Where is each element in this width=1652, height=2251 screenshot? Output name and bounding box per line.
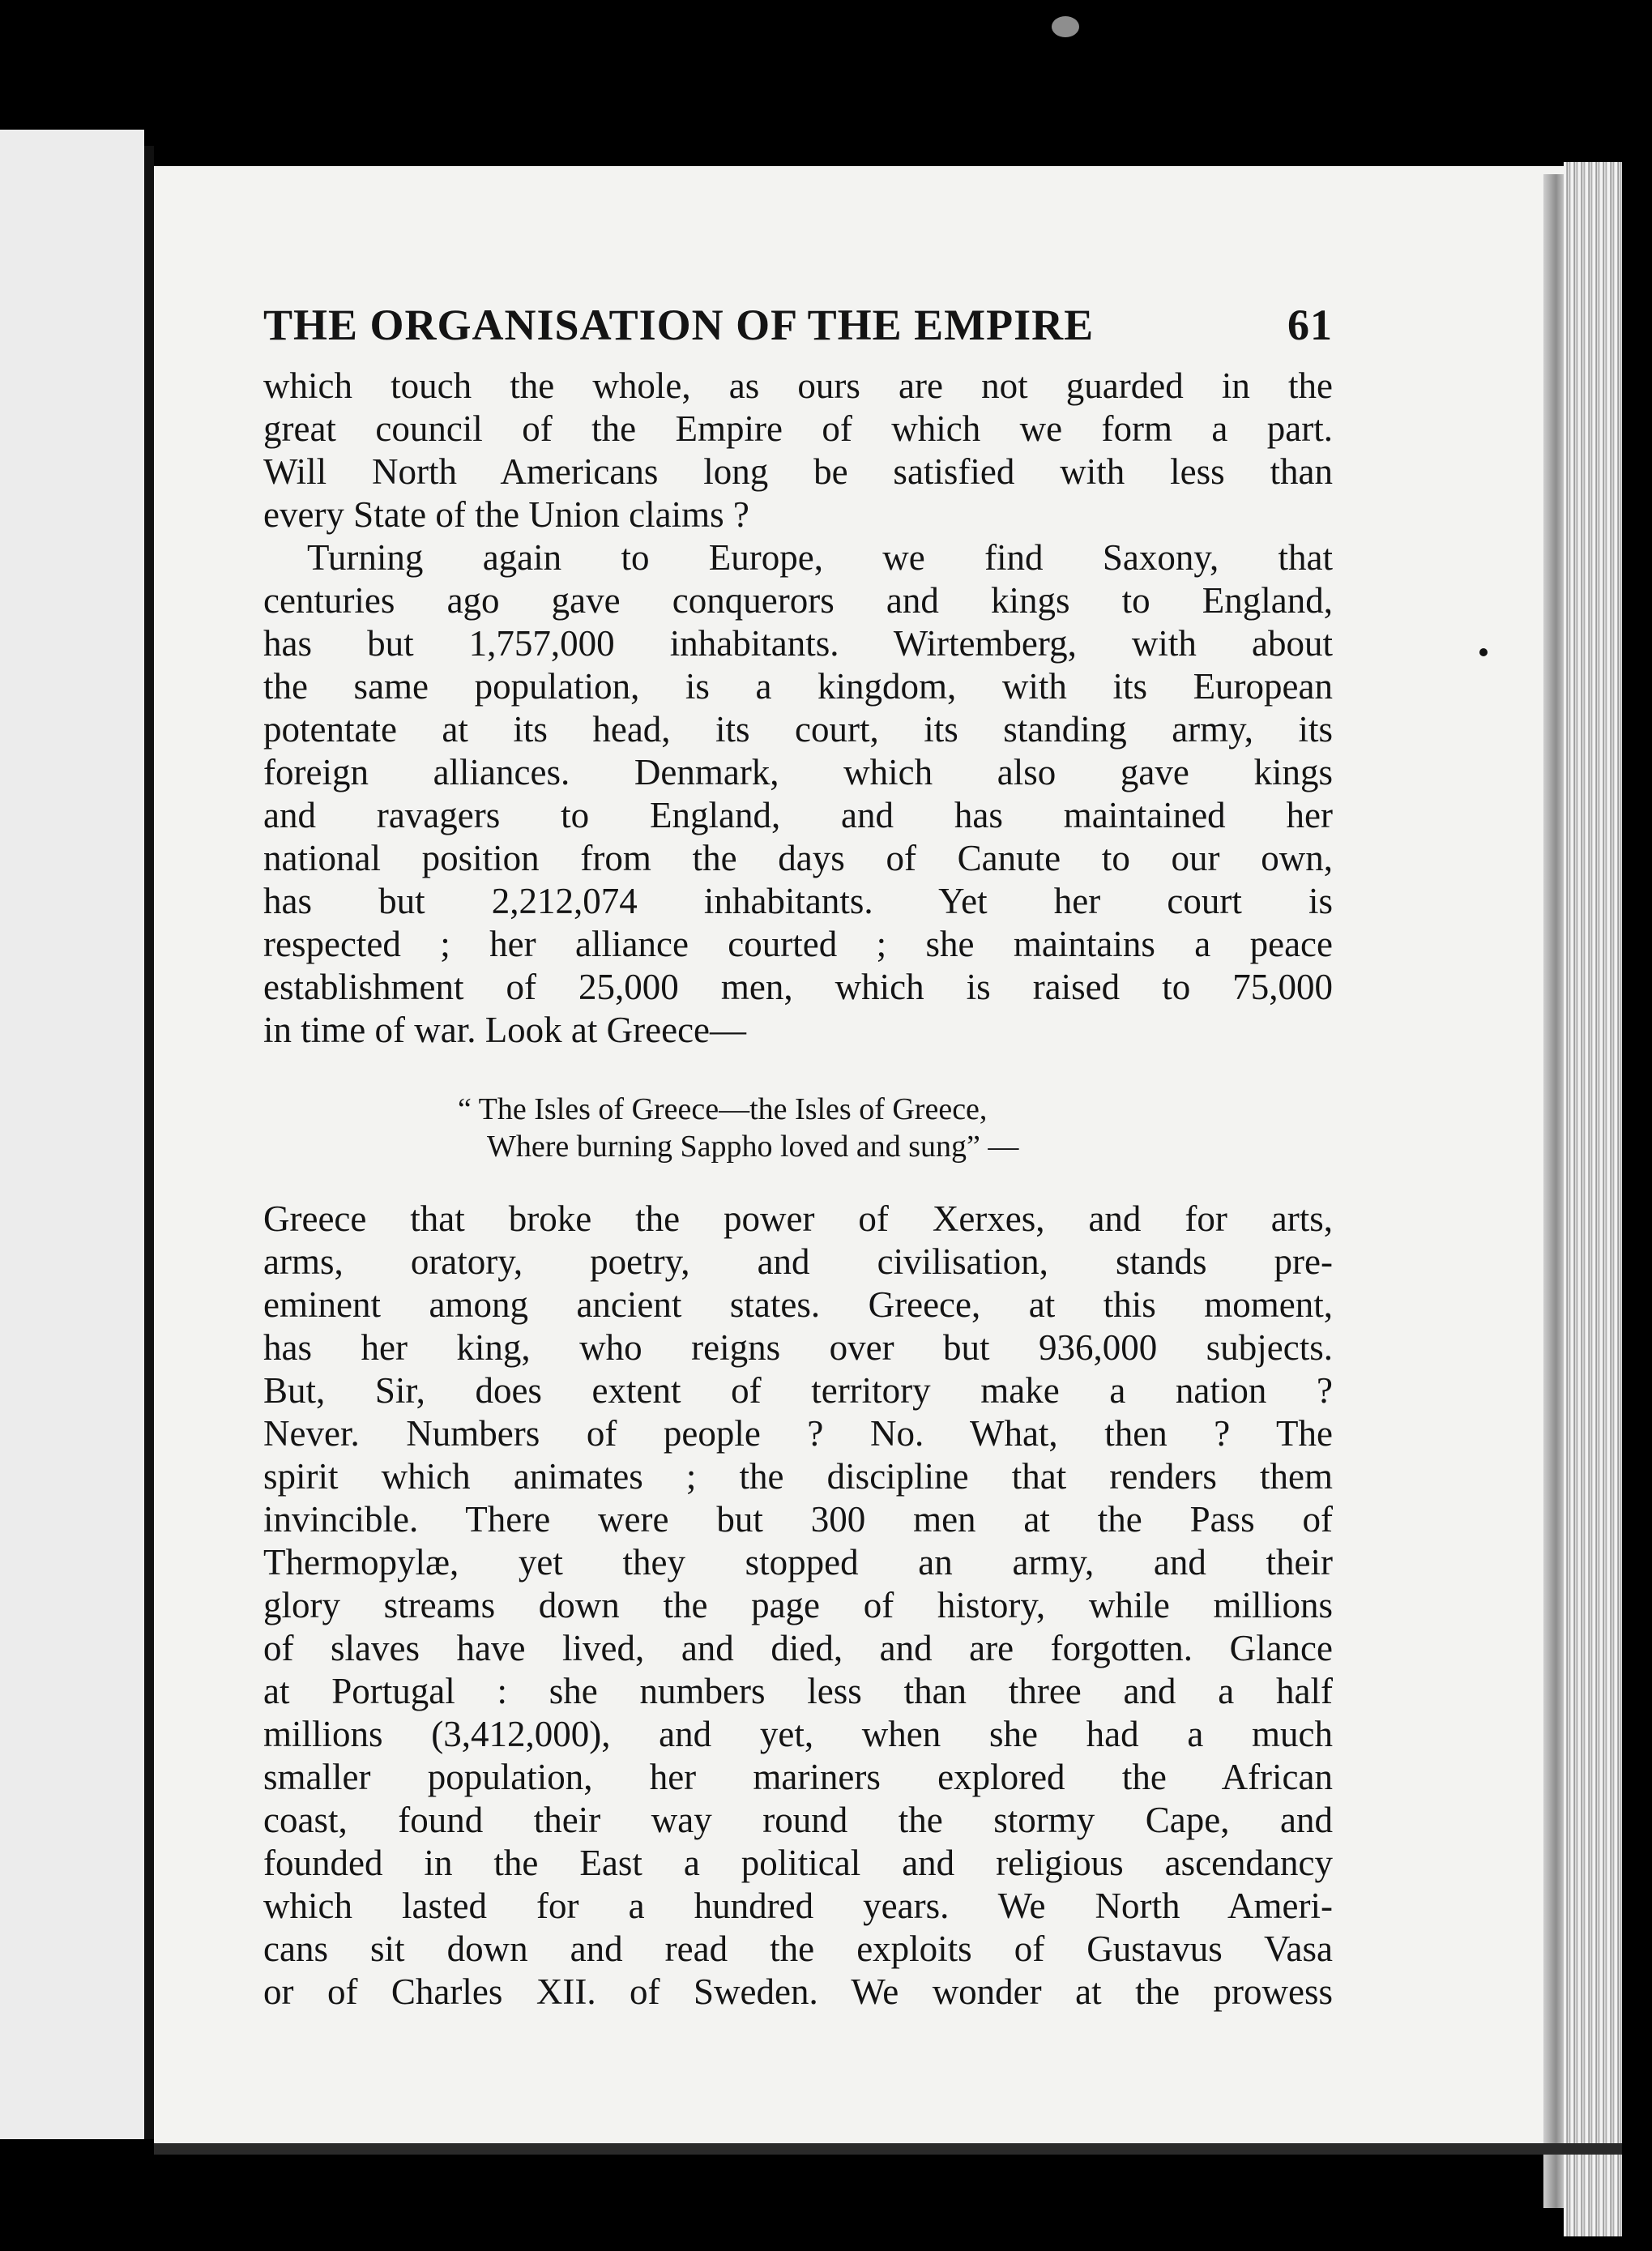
text-line: Turning again to Europe, we find Saxony, that (307, 537, 1333, 578)
text-line: establishment of 25,000 men, which is raised to 75,000 (263, 967, 1333, 1007)
text-line: has but 2,212,074 inhabitants. Yet her court is (263, 881, 1333, 921)
text-line: spirit which animates ; the discipline that renders them (263, 1456, 1333, 1497)
text-line: Thermopylæ, yet they stopped an army, and their (263, 1542, 1333, 1583)
text-line: Greece that broke the power of Xerxes, and for arts, (263, 1198, 1333, 1239)
text-line: respected ; her alliance courted ; she maintains a peace (263, 924, 1333, 964)
text-line: in time of war. Look at Greece— (263, 1010, 747, 1050)
text-line: and ravagers to England, and has maintained her (263, 795, 1333, 835)
text-line: the same population, is a kingdom, with its European (263, 666, 1333, 707)
text-line: glory streams down the page of history, while millions (263, 1585, 1333, 1625)
text-line: smaller population, her mariners explored the African (263, 1757, 1333, 1797)
text-line: which lasted for a hundred years. We North Ameri- (263, 1886, 1333, 1926)
paragraph-3 (263, 1198, 1333, 2014)
quote-line: Where burning Sappho loved and sung” — (487, 1130, 1019, 1164)
text-line: coast, found their way round the stormy Cape, and (263, 1800, 1333, 1840)
page-edge-shadow (1543, 174, 1564, 2208)
text-line: has but 1,757,000 inhabitants. Wirtemberg, with about (263, 623, 1333, 664)
text-line: millions (3,412,000), and yet, when she had a much (263, 1714, 1333, 1754)
text-line: foreign alliances. Denmark, which also gave kings (263, 752, 1333, 792)
page-bottom-edge (154, 2143, 1622, 2155)
quote-line: “ The Isles of Greece—the Isles of Greece, (458, 1092, 988, 1126)
text-line: national position from the days of Canute to our own, (263, 838, 1333, 878)
running-head (263, 300, 1333, 350)
text-line: which touch the whole, as ours are not guarded in the (263, 365, 1333, 406)
page-number: 61 (1287, 301, 1333, 349)
verse-quotation (263, 1091, 1333, 1165)
gutter-shadow (144, 146, 154, 2139)
text-line: arms, oratory, poetry, and civilisation, stands pre- (263, 1241, 1333, 1282)
page-text (263, 300, 1333, 2014)
text-line: or of Charles XII. of Sweden. We wonder at the prowess (263, 1971, 1333, 2012)
text-line: invincible. There were but 300 men at the Pass of (263, 1499, 1333, 1540)
margin-dot (1479, 648, 1488, 656)
facing-page (0, 130, 144, 2139)
paragraph-1 (263, 365, 1333, 536)
text-line: But, Sir, does extent of territory make a nation ? (263, 1370, 1333, 1411)
paragraph-2 (263, 536, 1333, 1052)
text-line: at Portugal : she numbers less than three and a half (263, 1671, 1333, 1711)
page-stack-edge (1564, 162, 1622, 2236)
text-line: every State of the Union claims ? (263, 494, 749, 535)
text-line: eminent among ancient states. Greece, at this moment, (263, 1284, 1333, 1325)
text-line: potentate at its head, its court, its standing army, its (263, 709, 1333, 750)
text-line: of slaves have lived, and died, and are forgotten. Glance (263, 1628, 1333, 1668)
running-head-title: THE ORGANISATION OF THE EMPIRE (263, 301, 1095, 349)
text-line: Never. Numbers of people ? No. What, then ? The (263, 1413, 1333, 1454)
text-line: centuries ago gave conquerors and kings to England, (263, 580, 1333, 621)
scan-artifact (1052, 16, 1079, 37)
text-line: cans sit down and read the exploits of Gustavus Vasa (263, 1929, 1333, 1969)
text-line: has her king, who reigns over but 936,000 subjects. (263, 1327, 1333, 1368)
text-line: great council of the Empire of which we form a part. (263, 408, 1333, 449)
text-line: Will North Americans long be satisfied with less than (263, 451, 1333, 492)
text-line: founded in the East a political and religious ascendancy (263, 1843, 1333, 1883)
